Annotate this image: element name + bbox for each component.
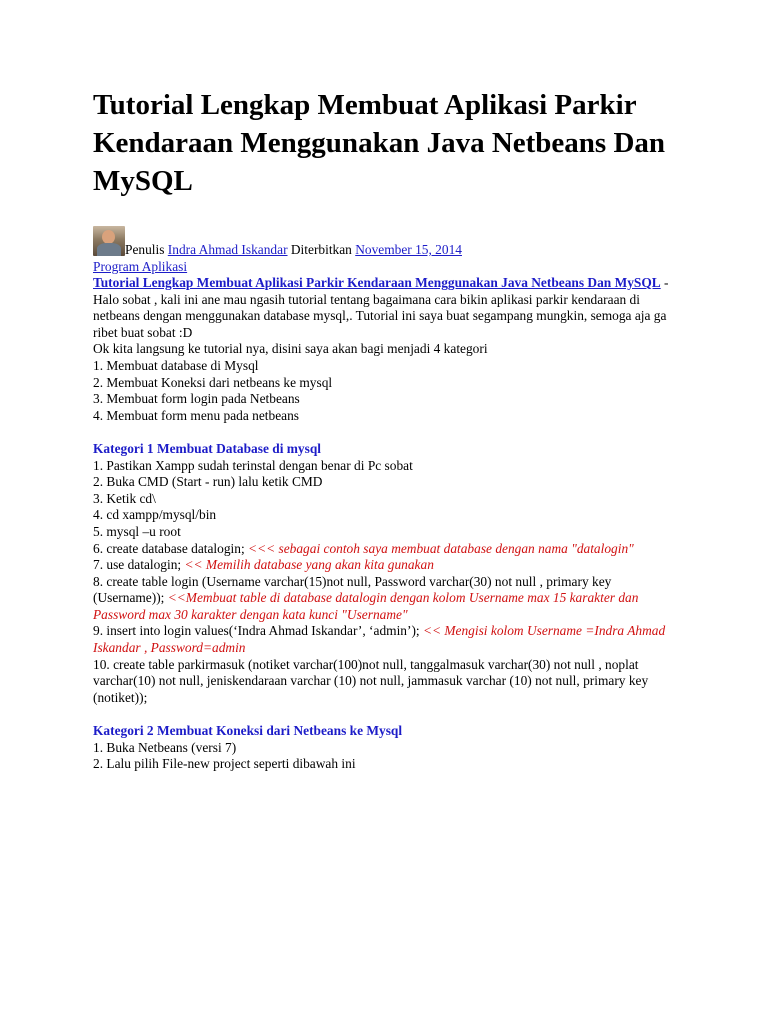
- step-text: 6. create database datalogin;: [93, 540, 249, 556]
- list-item: 2. Lalu pilih File-new project seperti dibawah ini: [93, 756, 356, 772]
- step-text: 7. use datalogin;: [93, 557, 185, 573]
- list-item: 2. Membuat Koneksi dari netbeans ke mysql: [93, 374, 333, 390]
- intro-paragraph: [93, 275, 683, 341]
- step-text: 9. insert into login values(‘Indra Ahmad Iskandar’, ‘admin’);: [93, 623, 423, 639]
- category-link[interactable]: Program Aplikasi: [93, 258, 188, 274]
- list-item: [93, 574, 683, 624]
- list-item: [93, 557, 683, 574]
- author-link[interactable]: Indra Ahmad Iskandar: [167, 242, 288, 257]
- list-item: 1. Membuat database di Mysql: [93, 357, 259, 373]
- intro-title-link[interactable]: Tutorial Lengkap Membuat Aplikasi Parkir Kendaraan Menggunakan Java Netbeans Dan MySQL: [93, 275, 661, 290]
- author-label: Penulis: [125, 242, 165, 257]
- list-item: 3. Membuat form login pada Netbeans: [93, 391, 300, 407]
- step-note: <<< sebagai contoh saya membuat database dengan nama "datalogin": [248, 540, 634, 556]
- step-note: <<Membuat table di database datalogin dengan kolom Username max 15 karakter dan Password max 30 karakter dengan kata kunci "Username": [93, 590, 639, 622]
- step-note: << Mengisi kolom Username =Indra Ahmad Iskandar , Password=admin: [93, 623, 666, 656]
- categories-intro: Ok kita langsung ke tutorial nya, disini saya akan bagi menjadi 4 kategori: [93, 341, 488, 357]
- section-heading: Kategori 2 Membuat Koneksi dari Netbeans ke Mysql: [93, 723, 403, 739]
- article-body: [93, 275, 683, 773]
- avatar[interactable]: [93, 226, 125, 256]
- list-item: 4. Membuat form menu pada netbeans: [93, 407, 300, 423]
- post-meta: [93, 226, 683, 275]
- step-text: 8. create table login (Username varchar(15)not null, Password varchar(30) not null , primary key (Username));: [93, 573, 612, 606]
- published-label: Diterbitkan: [290, 242, 352, 257]
- article: [93, 86, 683, 773]
- list-item: 2. Buka CMD (Start - run) lalu ketik CMD: [93, 474, 323, 490]
- step-note: << Memilih database yang akan kita gunakan: [184, 557, 434, 573]
- section-heading: Kategori 1 Membuat Database di mysql: [93, 440, 322, 456]
- page-title: Tutorial Lengkap Membuat Aplikasi Parkir Kendaraan Menggunakan Java Netbeans Dan MySQL: [93, 89, 666, 197]
- list-item: 5. mysql –u root: [93, 523, 181, 539]
- list-item: 4. cd xampp/mysql/bin: [93, 507, 217, 523]
- list-item: 1. Buka Netbeans (versi 7): [93, 739, 237, 755]
- intro-text: - Halo sobat , kali ini ane mau ngasih tutorial tentang bagaimana cara bikin aplikasi parkir kendaraan di netbeans dengan menggunakan database mysql,. Tutorial ini saya buat segampang mungkin, semoga aja ga ribet buat sobat :D: [93, 275, 669, 340]
- list-item: 1. Pastikan Xampp sudah terinstal dengan benar di Pc sobat: [93, 457, 413, 473]
- list-item: [93, 623, 683, 656]
- list-item: 3. Ketik cd\: [93, 490, 156, 506]
- list-item: [93, 541, 683, 558]
- list-item: 10. create table parkirmasuk (notiket varchar(100)not null, tanggalmasuk varchar(30) not null , noplat varchar(10) not null, jeniskendaraan varchar (10) not null, jammasuk varchar (10) not null, primary key (notiket));: [93, 656, 649, 705]
- date-link[interactable]: November 15, 2014: [355, 242, 462, 257]
